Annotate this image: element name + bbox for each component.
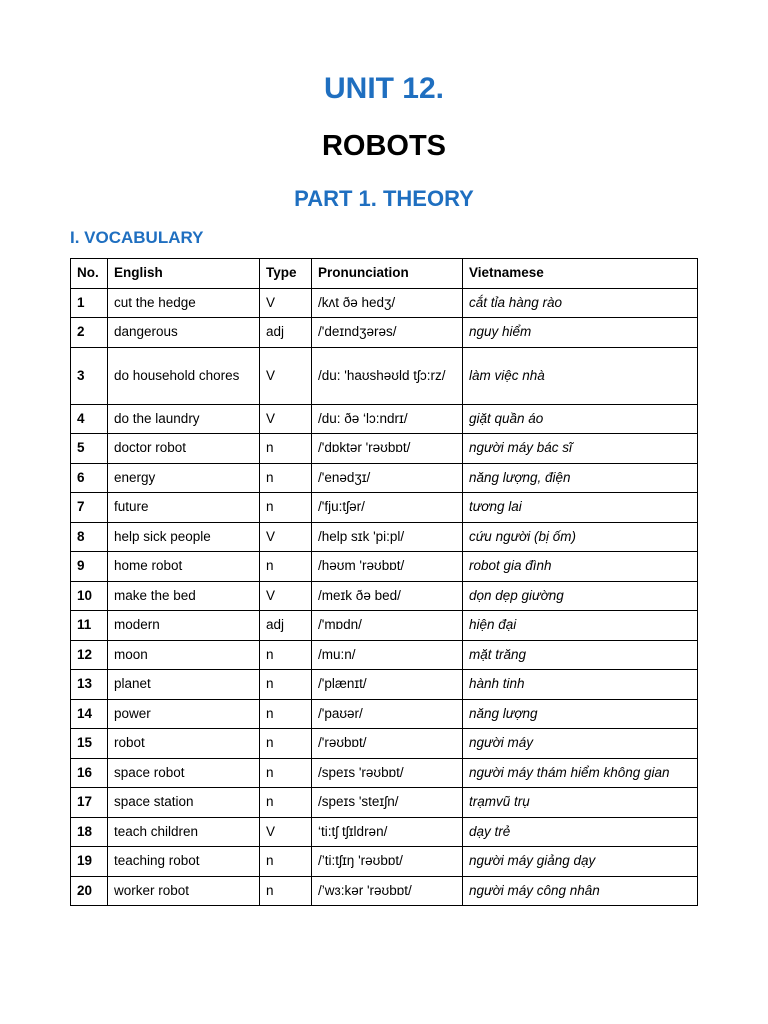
cell-vietnamese: hiện đại [463, 611, 698, 641]
cell-no: 3 [71, 347, 108, 404]
cell-type: V [260, 288, 312, 318]
topic-title: ROBOTS [321, 130, 447, 162]
vocabulary-table [70, 258, 698, 906]
unit-title: UNIT 12. [323, 72, 445, 105]
cell-english: moon [108, 640, 260, 670]
cell-no: 6 [71, 463, 108, 493]
cell-english: dangerous [108, 318, 260, 348]
cell-english: doctor robot [108, 434, 260, 464]
cell-no: 20 [71, 876, 108, 906]
cell-no: 4 [71, 404, 108, 434]
table-row [71, 729, 698, 759]
cell-pronunciation: /speɪs 'steɪʃn/ [312, 788, 463, 818]
cell-english: do the laundry [108, 404, 260, 434]
table-row [71, 581, 698, 611]
cell-english: make the bed [108, 581, 260, 611]
table-row [71, 434, 698, 464]
cell-type: n [260, 434, 312, 464]
cell-pronunciation: /'dɒktər 'rəʊbɒt/ [312, 434, 463, 464]
table-row [71, 522, 698, 552]
cell-type: n [260, 758, 312, 788]
table-row [71, 318, 698, 348]
cell-vietnamese: năng lượng, điện [463, 463, 698, 493]
cell-pronunciation: /mu:n/ [312, 640, 463, 670]
table-row [71, 847, 698, 877]
cell-pronunciation: /'mɒdn/ [312, 611, 463, 641]
cell-type: V [260, 347, 312, 404]
cell-no: 9 [71, 552, 108, 582]
cell-vietnamese: nguy hiểm [463, 318, 698, 348]
cell-english: robot [108, 729, 260, 759]
cell-english: help sick people [108, 522, 260, 552]
cell-english: teaching robot [108, 847, 260, 877]
cell-pronunciation: /'rəʊbɒt/ [312, 729, 463, 759]
cell-no: 15 [71, 729, 108, 759]
header-english: English [108, 259, 260, 289]
cell-pronunciation: /’wɜ:kər 'rəʊbɒt/ [312, 876, 463, 906]
table-row [71, 288, 698, 318]
part-title: PART 1. THEORY [294, 186, 474, 211]
cell-vietnamese: cứu người (bị ốm) [463, 522, 698, 552]
cell-no: 10 [71, 581, 108, 611]
table-row [71, 758, 698, 788]
cell-vietnamese: tương lai [463, 493, 698, 523]
cell-no: 18 [71, 817, 108, 847]
cell-type: adj [260, 611, 312, 641]
cell-english: cut the hedge [108, 288, 260, 318]
cell-vietnamese: trạmvũ trụ [463, 788, 698, 818]
section-title: I. VOCABULARY [70, 228, 204, 247]
table-row [71, 552, 698, 582]
table-row [71, 404, 698, 434]
cell-type: n [260, 847, 312, 877]
cell-no: 19 [71, 847, 108, 877]
cell-pronunciation: /'paʊər/ [312, 699, 463, 729]
table-row [71, 876, 698, 906]
cell-type: n [260, 640, 312, 670]
cell-type: n [260, 876, 312, 906]
cell-vietnamese: người máy công nhân [463, 876, 698, 906]
table-row [71, 699, 698, 729]
header-vietnamese: Vietnamese [463, 259, 698, 289]
cell-english: teach children [108, 817, 260, 847]
cell-no: 16 [71, 758, 108, 788]
cell-type: n [260, 699, 312, 729]
table-row [71, 493, 698, 523]
cell-type: adj [260, 318, 312, 348]
cell-type: n [260, 552, 312, 582]
cell-type: V [260, 817, 312, 847]
cell-pronunciation: /'deɪndʒərəs/ [312, 318, 463, 348]
cell-vietnamese: dọn dẹp giường [463, 581, 698, 611]
cell-pronunciation: /'plænɪt/ [312, 670, 463, 700]
cell-type: n [260, 670, 312, 700]
cell-vietnamese: người máy [463, 729, 698, 759]
cell-no: 1 [71, 288, 108, 318]
cell-pronunciation: /help sɪk 'pi:pl/ [312, 522, 463, 552]
cell-english: space station [108, 788, 260, 818]
cell-vietnamese: người máy giảng dạy [463, 847, 698, 877]
cell-vietnamese: robot gia đình [463, 552, 698, 582]
cell-no: 11 [71, 611, 108, 641]
table-row [71, 347, 698, 404]
cell-type: V [260, 404, 312, 434]
cell-no: 14 [71, 699, 108, 729]
cell-english: do household chores [108, 347, 260, 404]
cell-type: n [260, 788, 312, 818]
cell-english: modern [108, 611, 260, 641]
cell-english: power [108, 699, 260, 729]
cell-type: V [260, 581, 312, 611]
cell-pronunciation: /speɪs 'rəʊbɒt/ [312, 758, 463, 788]
cell-english: home robot [108, 552, 260, 582]
cell-no: 8 [71, 522, 108, 552]
cell-type: V [260, 522, 312, 552]
cell-no: 12 [71, 640, 108, 670]
table-row [71, 463, 698, 493]
cell-no: 17 [71, 788, 108, 818]
cell-pronunciation: /kʌt ðə hedʒ/ [312, 288, 463, 318]
cell-vietnamese: làm việc nhà [463, 347, 698, 404]
cell-pronunciation: /həʊm 'rəʊbɒt/ [312, 552, 463, 582]
cell-english: space robot [108, 758, 260, 788]
cell-no: 5 [71, 434, 108, 464]
cell-pronunciation: /'enədʒɪ/ [312, 463, 463, 493]
table-row [71, 640, 698, 670]
cell-no: 13 [71, 670, 108, 700]
cell-english: planet [108, 670, 260, 700]
cell-pronunciation: /’ti:tʃɪŋ 'rəʊbɒt/ [312, 847, 463, 877]
cell-english: future [108, 493, 260, 523]
cell-pronunciation: /'fju:tʃər/ [312, 493, 463, 523]
header-type: Type [260, 259, 312, 289]
table-header-row [71, 259, 698, 289]
table-row [71, 788, 698, 818]
cell-vietnamese: hành tinh [463, 670, 698, 700]
table-row [71, 817, 698, 847]
cell-pronunciation: ‘ti:tʃ tʃɪldrən/ [312, 817, 463, 847]
cell-no: 7 [71, 493, 108, 523]
cell-vietnamese: người máy bác sĩ [463, 434, 698, 464]
table-row [71, 611, 698, 641]
table-row [71, 670, 698, 700]
cell-english: worker robot [108, 876, 260, 906]
header-no: No. [71, 259, 108, 289]
cell-vietnamese: dạy trẻ [463, 817, 698, 847]
cell-english: energy [108, 463, 260, 493]
cell-type: n [260, 729, 312, 759]
cell-type: n [260, 493, 312, 523]
cell-vietnamese: năng lượng [463, 699, 698, 729]
cell-type: n [260, 463, 312, 493]
cell-vietnamese: người máy thám hiểm không gian [463, 758, 698, 788]
table-body [71, 288, 698, 906]
cell-pronunciation: /du: 'haʊshəʊld tʃɔ:rz/ [312, 347, 463, 404]
cell-no: 2 [71, 318, 108, 348]
cell-pronunciation: /meɪk ðə bed/ [312, 581, 463, 611]
cell-pronunciation: /du: ðə ‘lɔ:ndrɪ/ [312, 404, 463, 434]
cell-vietnamese: cắt tỉa hàng rào [463, 288, 698, 318]
cell-vietnamese: mặt trăng [463, 640, 698, 670]
header-pronunciation: Pronunciation [312, 259, 463, 289]
cell-vietnamese: giặt quần áo [463, 404, 698, 434]
